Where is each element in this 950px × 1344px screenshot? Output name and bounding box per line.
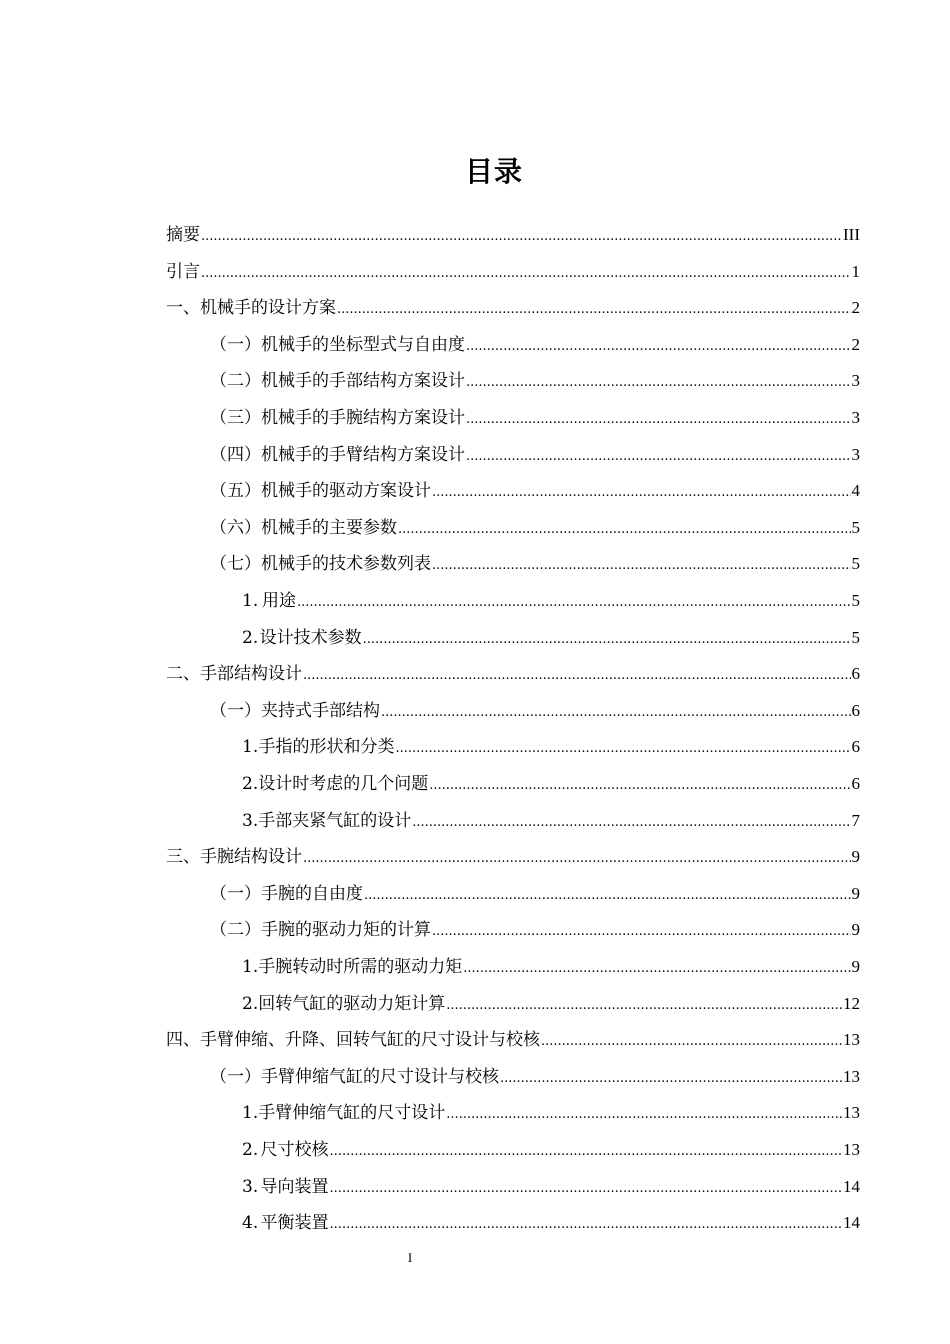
toc-entry[interactable] [242,769,860,799]
toc-entry-title: 导向装置 [260,1176,329,1197]
toc-entry-title: 手腕转动时所需的驱动力矩 [258,957,463,977]
toc-entry-page: 6 [851,664,860,684]
toc-entry-page: 13 [843,1066,860,1086]
toc-leader-dots [201,222,842,252]
toc-entry-page: 3 [851,444,860,464]
toc-entry[interactable] [166,1025,860,1055]
toc-entry[interactable] [210,366,860,396]
toc-entry-number: 2. [242,993,259,1014]
toc-entry-number: 1. [242,1103,259,1124]
toc-entry-title: 引言 [166,261,200,282]
toc-entry-title: 手部夹紧气缸的设计 [258,810,412,831]
toc-entry[interactable] [210,330,860,360]
toc-entry[interactable] [166,220,860,250]
toc-leader-dots [466,368,851,398]
toc-entry-page: 1 [851,261,860,281]
toc-entry-number: （二） [210,371,261,392]
toc-entry-title: 摘要 [166,225,200,245]
toc-leader-dots [500,1064,842,1094]
toc-leader-dots [429,771,850,801]
toc-entry-number: 2. [242,1140,259,1160]
toc-entry-number: （二） [210,920,261,941]
toc-entry-number: 4. [242,1213,259,1234]
toc-leader-dots [446,991,842,1021]
toc-entry-page: 14 [843,1176,860,1196]
toc-entry-title: 手臂伸缩、升降、回转气缸的尺寸设计与校核 [200,1030,540,1051]
toc-entry-number: （一） [210,1066,261,1087]
toc-entry[interactable] [166,659,860,689]
toc-entry-page: 4 [851,481,860,501]
toc-entry-number: （七） [210,554,261,575]
toc-entry[interactable] [210,879,860,909]
toc-entry-number: 1. [242,957,259,977]
toc-leader-dots [337,295,851,325]
toc-entry-page: 13 [843,1140,860,1159]
toc-leader-dots [381,698,851,728]
toc-entry-page: 6 [851,737,860,757]
toc-entry-number: 四、 [166,1030,200,1051]
toc-entry-title: 手腕的驱动力矩的计算 [261,920,431,941]
toc-entry-number: （一） [210,700,261,721]
toc-entry-page: 5 [851,627,860,647]
toc-leader-dots [330,1174,842,1204]
toc-entry[interactable] [166,293,860,323]
toc-leader-dots [303,661,851,691]
toc-entry-title: 手臂伸缩气缸的尺寸设计 [258,1103,446,1124]
toc-entry-title: 平衡装置 [260,1213,329,1234]
toc-leader-dots [364,881,851,911]
toc-entry[interactable] [210,403,860,433]
toc-entry-number: 一、 [166,298,200,319]
toc-leader-dots [412,808,850,838]
toc-entry-number: 二、 [166,664,200,685]
toc-entry-page: 7 [851,810,860,830]
toc-entry[interactable] [242,732,860,762]
toc-entry[interactable] [166,257,860,287]
toc-entry[interactable] [210,513,860,543]
toc-entry-number: 1. [242,591,259,611]
page-title: 目录 [464,155,523,188]
toc-entry[interactable] [210,549,860,579]
toc-entry-page: 5 [851,517,860,537]
toc-leader-dots [432,917,851,947]
toc-entry-number: （三） [210,408,261,428]
toc-entry-page: 14 [843,1213,860,1233]
toc-entry-title: 设计技术参数 [259,627,362,648]
toc-leader-dots [541,1027,842,1057]
toc-entry-page: 6 [851,700,860,720]
toc-entry-page: 9 [851,847,860,867]
toc-entry-page: 13 [843,1030,860,1050]
toc-entry-title: 回转气缸的驱动力矩计算 [258,993,446,1014]
toc-leader-dots [330,1137,842,1167]
toc-entry-title: 机械手的手臂结构方案设计 [261,444,465,465]
toc-entry-page: 3 [851,408,860,427]
toc-entry-number: 3. [242,810,259,831]
toc-entry-title: 设计时考虑的几个问题 [258,774,429,794]
toc-entry[interactable] [166,842,860,872]
toc-leader-dots [432,551,851,581]
toc-entry-title: 手腕的自由度 [261,883,363,904]
toc-entry[interactable] [242,806,860,836]
toc-leader-dots [297,588,850,618]
toc-entry-page: 9 [851,920,860,940]
toc-entry-page: 9 [851,957,860,976]
toc-entry-page: 3 [851,371,860,391]
toc-entry-title: 夹持式手部结构 [261,700,380,721]
toc-entry[interactable] [242,623,860,653]
toc-entry-page: 2 [851,334,860,354]
toc-entry-title: 机械手的驱动方案设计 [261,481,431,502]
toc-entry-page: 5 [851,554,860,574]
toc-leader-dots [432,478,851,508]
toc-entry[interactable] [210,476,860,506]
toc-entry-number: 三、 [166,847,200,868]
toc-entry-page: III [843,225,860,244]
toc-entry-title: 机械手的设计方案 [200,298,336,319]
toc-leader-dots [395,734,850,764]
toc-entry-title: 机械手的手腕结构方案设计 [261,408,465,428]
toc-entry-number: 3. [242,1176,259,1197]
toc-entry[interactable] [242,1208,860,1238]
toc-entry-page: 12 [843,993,860,1013]
toc-entry[interactable] [210,915,860,945]
toc-entry-title: 机械手的主要参数 [261,517,397,538]
toc-entry-title: 机械手的技术参数列表 [261,554,431,575]
toc-entry-page: 5 [851,591,860,610]
toc-entry[interactable] [242,952,860,982]
toc-entry[interactable] [242,1172,860,1202]
toc-entry-title: 手指的形状和分类 [258,737,395,758]
toc-entry-number: （六） [210,517,261,538]
page-number: I [407,1250,413,1265]
toc-entry-title: 用途 [262,591,297,611]
toc-entry-number: 2. [242,627,259,648]
toc-entry[interactable] [210,696,860,726]
toc-entry-page: 13 [843,1103,860,1123]
toc-entry-number: 2. [242,774,259,794]
toc-entry-title: 机械手的手部结构方案设计 [261,371,465,392]
toc-leader-dots [201,259,851,289]
toc-entry[interactable] [242,1135,860,1165]
toc-entry-number: （一） [210,883,261,904]
toc-leader-dots [398,515,851,545]
toc-leader-dots [463,954,850,984]
toc-entry-title: 机械手的坐标型式与自由度 [261,334,465,355]
toc-entry-number: （五） [210,481,261,502]
toc-leader-dots [363,625,851,655]
toc-entry-title: 手腕结构设计 [200,847,302,868]
toc-entry-number: （四） [210,444,261,465]
toc-leader-dots [466,442,851,472]
toc-leader-dots [466,405,851,435]
toc-entry-page: 9 [851,883,860,903]
toc-leader-dots [330,1210,842,1240]
toc-entry-number: 1. [242,737,259,758]
toc-entry[interactable] [210,1062,860,1092]
toc-entry[interactable] [242,989,860,1019]
toc-entry[interactable] [242,586,860,616]
toc-entry-title: 手臂伸缩气缸的尺寸设计与校核 [261,1066,499,1087]
toc-entry-title: 手部结构设计 [200,664,302,685]
toc-leader-dots [466,332,851,362]
toc-entry-page: 6 [851,774,860,793]
toc-entry-number: （一） [210,334,261,355]
toc-entry[interactable] [242,1098,860,1128]
toc-entry-title: 尺寸校核 [260,1140,329,1160]
toc-entry-page: 2 [851,298,860,318]
toc-entry[interactable] [210,440,860,470]
toc-leader-dots [303,844,851,874]
toc-leader-dots [446,1100,842,1130]
